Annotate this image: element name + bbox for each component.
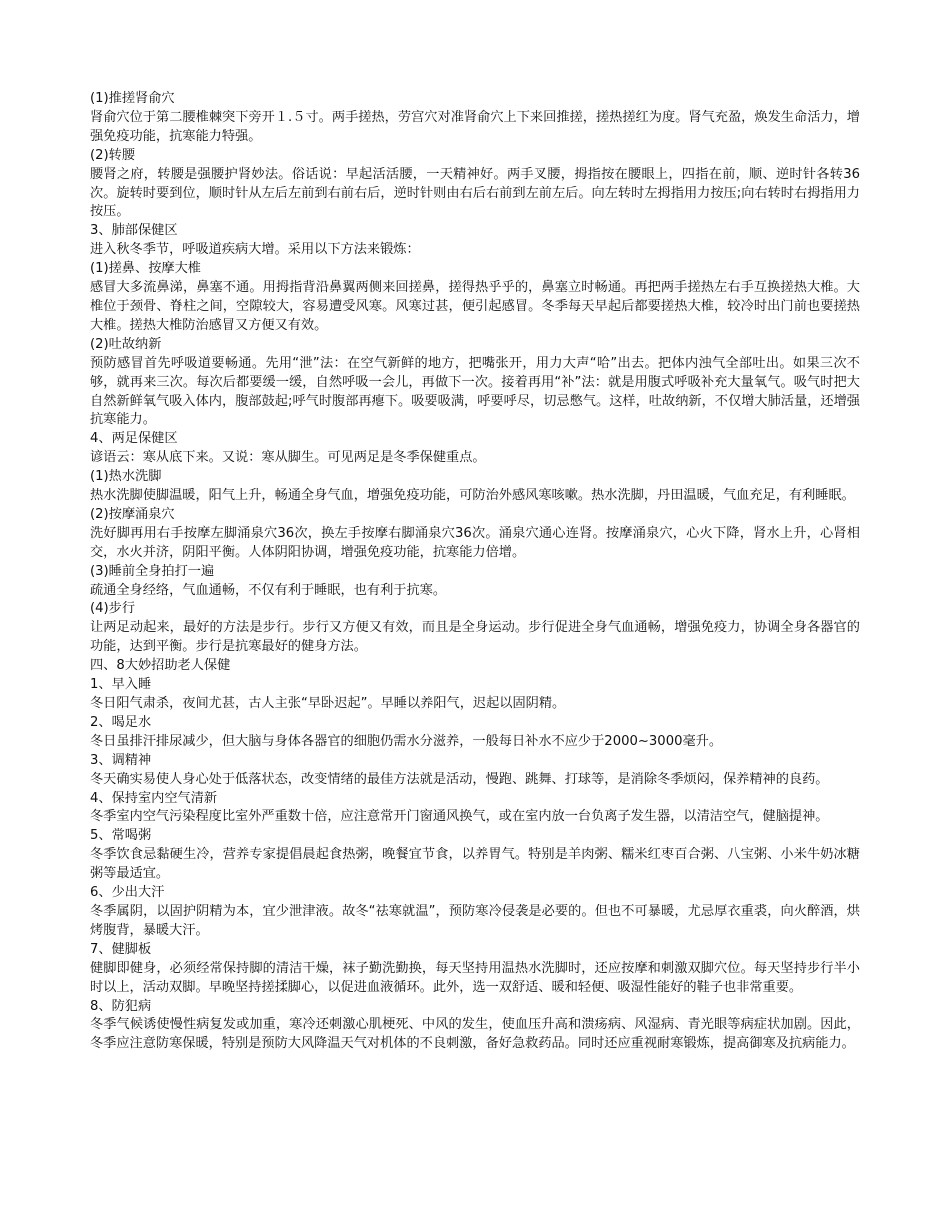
- paragraph-shenshu: 肾俞穴位于第二腰椎棘突下旁开１.５寸。两手搓热，劳宫穴对准肾俞穴上下来回推搓，搓热搓红为度。肾气充盈，焕发生命活力，增强免疫功能，抗寒能力特强。: [90, 109, 860, 144]
- tip-text-spirit: 冬天确实易使人身心处于低落状态，改变情绪的最佳方法就是活动，慢跑、跳舞、打球等，是消除冬季烦闷，保养精神的良药。: [90, 771, 829, 787]
- tip-text-sleep: 冬日阳气肃杀，夜间尤甚，古人主张“早卧迟起”。早睡以养阳气，迟起以固阴精。: [90, 696, 566, 711]
- paragraph-feet-intro: 谚语云：寒从底下来。又说：寒从脚生。可见两足是冬季保健重点。: [90, 450, 486, 466]
- subheading-breathing: (2)吐故纳新: [90, 336, 162, 352]
- paragraph-yongquan: 洗好脚再用右手按摩左脚涌泉穴36次，换左手按摩右脚涌泉穴36次。涌泉穴通心连肾。按摩涌泉穴，心火下降，肾水上升，心肾相交，水火并济，阴阳平衡。人体阴阳协调，增强免疫功能，抗寒能力倍增。: [90, 525, 860, 560]
- tip-title-spirit: 3、调精神: [90, 752, 152, 768]
- tip-title-porridge: 5、常喝粥: [90, 828, 152, 844]
- tip-title-sweat: 6、少出大汗: [90, 885, 165, 901]
- tip-text-porridge: 冬季饮食忌黏硬生冷，营养专家提倡晨起食热粥，晚餐宜节食，以养胃气。特别是羊肉粥、糯米红枣百合粥、八宝粥、小米牛奶冰糖粥等最适宜。: [90, 847, 860, 882]
- tip-title-water: 2、喝足水: [90, 714, 152, 730]
- heading-feet-zone: 4、两足保健区: [90, 431, 178, 447]
- tip-text-sweat: 冬季属阴，以固护阴精为本，宜少泄津液。故冬“祛寒就温”，预防寒冷侵袭是必要的。但也不可暴暖，尤忌厚衣重裘，向火醉酒，烘烤腹背，暴暖大汗。: [90, 903, 860, 938]
- tip-text-feet: 健脚即健身，必须经常保持脚的清洁干燥，袜子勤洗勤换，每天坚持用温热水洗脚时，还应按摩和刺激双脚穴位。每天坚持步行半小时以上，活动双脚。早晚坚持搓揉脚心，以促进血液循环。此外，选一双舒适、暖和轻便、吸湿性能好的鞋子也非常重要。: [90, 960, 860, 995]
- tip-title-feet: 7、健脚板: [90, 941, 152, 957]
- tip-text-illness: 冬季气候诱使慢性病复发或加重，寒冷还刺激心肌梗死、中风的发生，使血压升高和溃疡病、风湿病、青光眼等病症状加剧。因此，冬季应注意防寒保暖，特别是预防大风降温天气对机体的不良刺激，备好急救药品。同时还应重视耐寒锻炼，提高御寒及抗病能力。: [90, 1017, 860, 1052]
- subheading-pat-body: (3)睡前全身拍打一遍: [90, 563, 215, 579]
- heading-eight-tips: 四、8大妙招助老人保健: [90, 658, 231, 674]
- subheading-yongquan: (2)按摩涌泉穴: [90, 506, 175, 522]
- paragraph-lung-intro: 进入秋冬季节，呼吸道疾病大增。采用以下方法来锻炼：: [90, 242, 420, 258]
- subheading-rub-shenshu: (1)推搓肾俞穴: [90, 91, 175, 106]
- heading-lung-zone: 3、肺部保健区: [90, 223, 178, 239]
- subheading-rub-nose: (1)搓鼻、按摩大椎: [90, 261, 201, 277]
- paragraph-turn-waist: 腰肾之府，转腰是强腰护肾妙法。俗话说：早起活活腰，一天精神好。两手叉腰，拇指按在腰眼上，四指在前，顺、逆时针各转36次。旋转时要到位，顺时针从左后左前到右前右后，逆时针则由右后右前到左前左后。向左转时左拇指用力按压;向右转时右拇指用力按压。: [90, 166, 860, 220]
- paragraph-pat-body: 疏通全身经络，气血通畅，不仅有利于睡眠，也有利于抗寒。: [90, 582, 447, 598]
- paragraph-breathing: 预防感冒首先呼吸道要畅通。先用“泄”法：在空气新鲜的地方，把嘴张开，用力大声“哈”出去。把体内浊气全部吐出。如果三次不够，就再来三次。每次后都要缓一缓，自然呼吸一会儿，再做下一次。接着再用“补”法：就是用腹式呼吸补充大量氧气。吸气时把大自然新鲜氧气吸入体内，腹部鼓起;呼气时腹部再瘪下。吸要吸满，呼要呼尽，切忌憋气。这样，吐故纳新，不仅增大肺活量，还增强抗寒能力。: [90, 355, 860, 428]
- paragraph-walking: 让两足动起来，最好的方法是步行。步行又方便又有效，而且是全身运动。步行促进全身气血通畅，增强免疫力，协调全身各器官的功能，达到平衡。步行是抗寒最好的健身方法。: [90, 620, 860, 655]
- paragraph-rub-nose: 感冒大多流鼻涕，鼻塞不通。用拇指背沿鼻翼两侧来回搓鼻，搓得热乎乎的，鼻塞立时畅通。再把两手搓热左右手互换搓热大椎。大椎位于颈骨、脊柱之间，空隙较大，容易遭受风寒。风寒过甚，便引起感冒。冬季每天早起后都要搓热大椎，较冷时出门前也要搓热大椎。搓热大椎防治感冒又方便又有效。: [90, 280, 860, 333]
- tip-title-air: 4、保持室内空气清新: [90, 790, 218, 806]
- tip-text-air: 冬季室内空气污染程度比室外严重数十倍，应注意常开门窗通风换气，或在室内放一台负离子发生器，以清洁空气，健脑提神。: [90, 809, 829, 825]
- tip-title-sleep: 1、早入睡: [90, 677, 152, 693]
- paragraph-hot-foot-bath: 热水洗脚使脚温暖，阳气上升，畅通全身气血，增强免疫功能，可防治外感风寒咳嗽。热水洗脚，丹田温暖，气血充足，有利睡眠。: [90, 488, 855, 504]
- tip-title-illness: 8、防犯病: [90, 998, 152, 1014]
- tip-text-water: 冬日虽排汗排尿减少，但大脑与身体各器官的细胞仍需水分滋养，一般每日补水不应少于2000~3000毫升。: [90, 733, 723, 749]
- subheading-hot-foot-bath: (1)热水洗脚: [90, 469, 162, 485]
- document-body: [90, 90, 860, 1054]
- subheading-walking: (4)步行: [90, 601, 136, 617]
- subheading-turn-waist: (2)转腰: [90, 147, 136, 163]
